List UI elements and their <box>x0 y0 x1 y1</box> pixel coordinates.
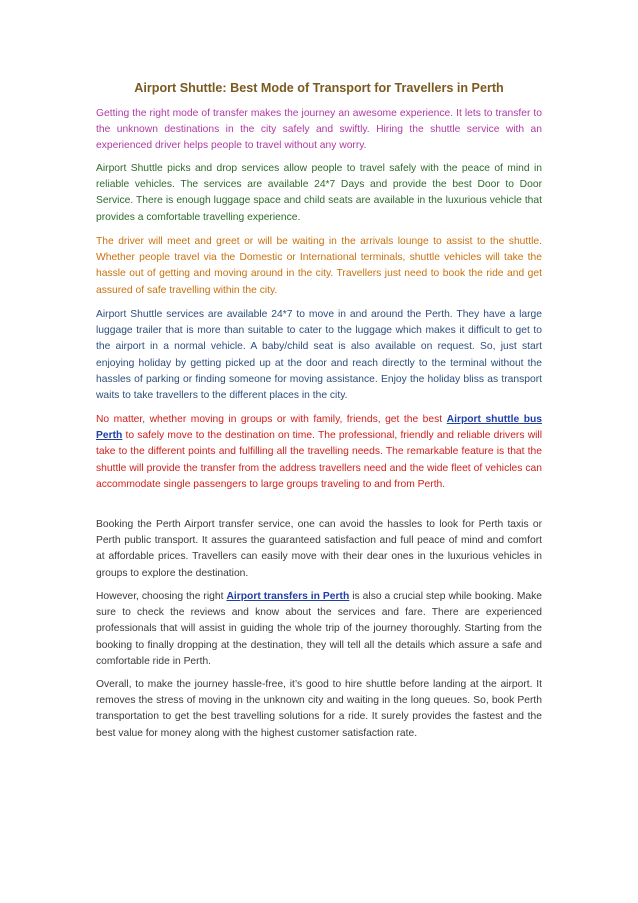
paragraph-overall <box>96 677 542 742</box>
paragraph-choosing <box>96 589 542 670</box>
paragraph-driver <box>96 234 542 299</box>
document-title: Airport Shuttle: Best Mode of Transport for Travellers in Perth <box>134 81 504 95</box>
paragraph-booking <box>96 517 542 582</box>
paragraph-text: Booking the Perth Airport transfer service, one can avoid the hassles to look for Perth taxis or Perth public transport. It assures the guaranteed satisfaction and full peace of mind and comfort at affordable prices. Travellers can easily move with their dear ones in the luxurious vehicles in groups to explore the destination. <box>96 519 542 579</box>
paragraph-text: to safely move to the destination on time. The professional, friendly and reliable drivers will take to the different points and fulfilling all the travelling needs. The remarkable feature is that the shuttle will provide the transfer from the address travellers need and the wide fleet of vehicles can accommodate single passengers to large groups traveling to and from Perth. <box>96 430 542 490</box>
paragraph-groups <box>96 412 542 493</box>
paragraph-text: Overall, to make the journey hassle-free, it’s good to hire shuttle before landing at the airport. It removes the stress of moving in the unknown city and waiting in the long queues. So, book Perth transportation to get the best travelling solutions for a ride. It surely provides the fastest and the best value for money along with the highest customer satisfaction rate. <box>96 679 542 739</box>
airport-transfers-link[interactable]: Airport transfers in Perth <box>226 591 350 602</box>
paragraph-services <box>96 161 542 226</box>
paragraph-text: The driver will meet and greet or will be waiting in the arrivals lounge to assist to the shuttle. Whether people travel via the Domestic or International terminals, shuttle vehicles will take the hassle out of getting and moving around in the city. Travellers just need to book the ride and get assured of safe travelling within the city. <box>96 236 542 296</box>
airport-shuttle-bus-link[interactable]: Airport shuttle bus Perth <box>96 414 542 442</box>
paragraph-text: is also a crucial step while booking. Make sure to check the reviews and know about the services and fare. There are experienced professionals that will assist in guiding the whole trip of the journey thoroughly. Starting from the booking to finally dropping at the destination, they will tell all the details which assure a safe and comfortable ride in Perth. <box>96 591 542 667</box>
paragraph-intro <box>96 106 542 155</box>
paragraph-text: However, choosing the right <box>96 591 227 602</box>
paragraph-availability <box>96 307 542 404</box>
paragraph-text: Airport Shuttle services are available 24*7 to move in and around the Perth. They have a large luggage trailer that is more than suitable to cater to the luggage which makes it difficult to get to the airport in a normal vehicle. A baby/child seat is also available on request. So, just start enjoying holiday by getting picked up at the door and reach directly to the terminal without the hassles of parking or finding someone for moving assistance. Enjoy the holiday bliss as transport waits to take travellers to the different places in the city. <box>96 309 542 402</box>
paragraph-text: No matter, whether moving in groups or with family, friends, get the best <box>96 414 447 425</box>
paragraph-text: Airport Shuttle picks and drop services allow people to travel safely with the peace of mind in reliable vehicles. The services are available 24*7 Days and provide the best Door to Door Service. There is enough luggage space and child seats are available in the luxurious vehicle that provides a comfortable travelling experience. <box>96 163 542 223</box>
paragraph-text: Getting the right mode of transfer makes the journey an awesome experience. It lets to transfer to the unknown destinations in the city safely and swiftly. Hiring the shuttle service with an experienced driver helps people to travel without any worry. <box>96 108 542 152</box>
